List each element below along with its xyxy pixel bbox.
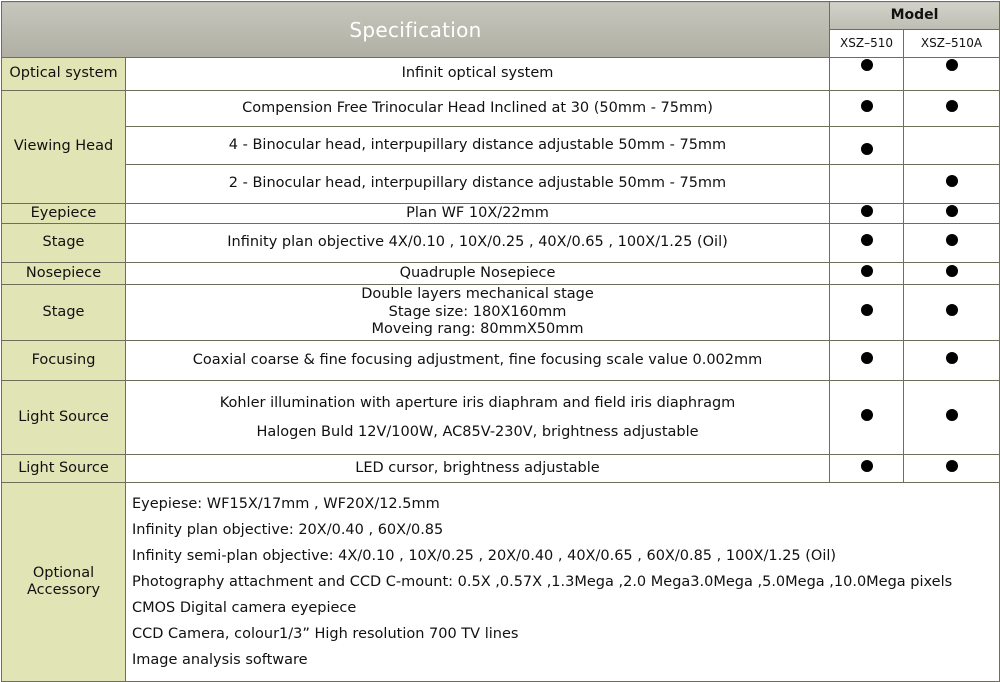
row-description: 2 - Binocular head, interpupillary distance adjustable 50mm - 75mm (126, 165, 830, 204)
description-line: Halogen Buld 12V/100W, AC85V-230V, brightness adjustable (256, 423, 699, 440)
list-item: Infinity plan objective: 20X/0.40 , 60X/0.85 (132, 522, 444, 538)
included-dot-icon (946, 100, 958, 112)
included-dot-icon (861, 265, 873, 277)
model-b-cell (904, 91, 1000, 127)
table-row (2, 58, 1000, 91)
table-row (2, 263, 1000, 285)
row-description: LED cursor, brightness adjustable (126, 455, 830, 483)
table-row (2, 127, 1000, 165)
model-b-cell (904, 455, 1000, 483)
label-line: Accessory (26, 582, 101, 598)
table-row (2, 91, 1000, 127)
label-line: Optional (32, 564, 95, 581)
row-label: Light Source (2, 455, 126, 483)
row-description: 4 - Binocular head, interpupillary distance adjustable 50mm - 75mm (126, 127, 830, 165)
row-label: Viewing Head (2, 91, 126, 204)
included-dot-icon (946, 409, 958, 421)
included-dot-icon (946, 205, 958, 217)
list-item: Eyepiese: WF15X/17mm , WF20X/12.5mm (132, 496, 440, 512)
row-description (126, 285, 830, 341)
model-b-cell (904, 204, 1000, 224)
model-b-cell (904, 285, 1000, 341)
model-a-cell (830, 381, 904, 455)
specification-header: Specification (2, 2, 830, 58)
list-item: CCD Camera, colour1/3” High resolution 700 TV lines (132, 626, 519, 642)
model-b-cell (904, 58, 1000, 91)
included-dot-icon (946, 175, 958, 187)
model-a-cell (830, 263, 904, 285)
model-b-cell (904, 165, 1000, 204)
optional-accessory-label (2, 483, 126, 682)
model-b-cell (904, 127, 1000, 165)
optional-accessory-row (2, 483, 1000, 682)
model-b-cell (904, 263, 1000, 285)
table-row (2, 204, 1000, 224)
model-b-cell (904, 381, 1000, 455)
list-item: Image analysis software (132, 652, 308, 668)
included-dot-icon (861, 59, 873, 71)
description-line: Stage size: 180X160mm (388, 303, 567, 320)
table-row (2, 455, 1000, 483)
row-description: Quadruple Nosepiece (126, 263, 830, 285)
model-a-cell (830, 165, 904, 204)
table-row (2, 165, 1000, 204)
model-column-xsz-510a: XSZ–510A (904, 30, 1000, 58)
model-b-cell (904, 224, 1000, 263)
included-dot-icon (946, 304, 958, 316)
row-label: Eyepiece (2, 204, 126, 224)
description-line: Kohler illumination with aperture iris diaphram and field iris diaphragm (219, 394, 736, 411)
table-row (2, 224, 1000, 263)
included-dot-icon (946, 265, 958, 277)
list-item: CMOS Digital camera eyepiece (132, 600, 357, 616)
model-a-cell (830, 58, 904, 91)
model-a-cell (830, 224, 904, 263)
table-row (2, 381, 1000, 455)
row-description (126, 381, 830, 455)
included-dot-icon (861, 409, 873, 421)
included-dot-icon (861, 205, 873, 217)
included-dot-icon (861, 234, 873, 246)
specification-table (1, 1, 1000, 682)
model-header: Model (830, 2, 1000, 30)
description-line: Double layers mechanical stage (361, 286, 594, 303)
included-dot-icon (861, 100, 873, 112)
list-item: Photography attachment and CCD C-mount: 0.5X ,0.57X ,1.3Mega ,2.0 Mega3.0Mega ,5.0Mega ,10.0Mega pixels (132, 574, 953, 590)
row-description: Coaxial coarse & fine focusing adjustment, fine focusing scale value 0.002mm (126, 341, 830, 381)
row-description: Infinity plan objective 4X/0.10 , 10X/0.25 , 40X/0.65 , 100X/1.25 (Oil) (126, 224, 830, 263)
optional-accessory-list (126, 483, 1000, 682)
row-label: Nosepiece (2, 263, 126, 285)
list-item: Infinity semi-plan objective: 4X/0.10 , 10X/0.25 , 20X/0.40 , 40X/0.65 , 60X/0.85 , 100X/1.25 (Oil) (132, 548, 837, 564)
model-a-cell (830, 91, 904, 127)
model-a-cell (830, 285, 904, 341)
included-dot-icon (861, 352, 873, 364)
table-row (2, 285, 1000, 341)
model-column-xsz-510: XSZ–510 (830, 30, 904, 58)
row-description: Infinit optical system (126, 58, 830, 91)
table-row (2, 341, 1000, 381)
row-description: Plan WF 10X/22mm (126, 204, 830, 224)
included-dot-icon (861, 304, 873, 316)
row-label: Focusing (2, 341, 126, 381)
included-dot-icon (946, 234, 958, 246)
row-label: Stage (2, 224, 126, 263)
included-dot-icon (861, 143, 873, 155)
included-dot-icon (946, 460, 958, 472)
model-a-cell (830, 341, 904, 381)
description-line: Moveing rang: 80mmX50mm (371, 321, 584, 338)
row-description: Compension Free Trinocular Head Inclined at 30 (50mm - 75mm) (126, 91, 830, 127)
row-label: Optical system (2, 58, 126, 91)
model-b-cell (904, 341, 1000, 381)
model-a-cell (830, 455, 904, 483)
included-dot-icon (946, 352, 958, 364)
included-dot-icon (946, 59, 958, 71)
included-dot-icon (861, 460, 873, 472)
row-label: Light Source (2, 381, 126, 455)
row-label: Stage (2, 285, 126, 341)
model-a-cell (830, 127, 904, 165)
model-a-cell (830, 204, 904, 224)
